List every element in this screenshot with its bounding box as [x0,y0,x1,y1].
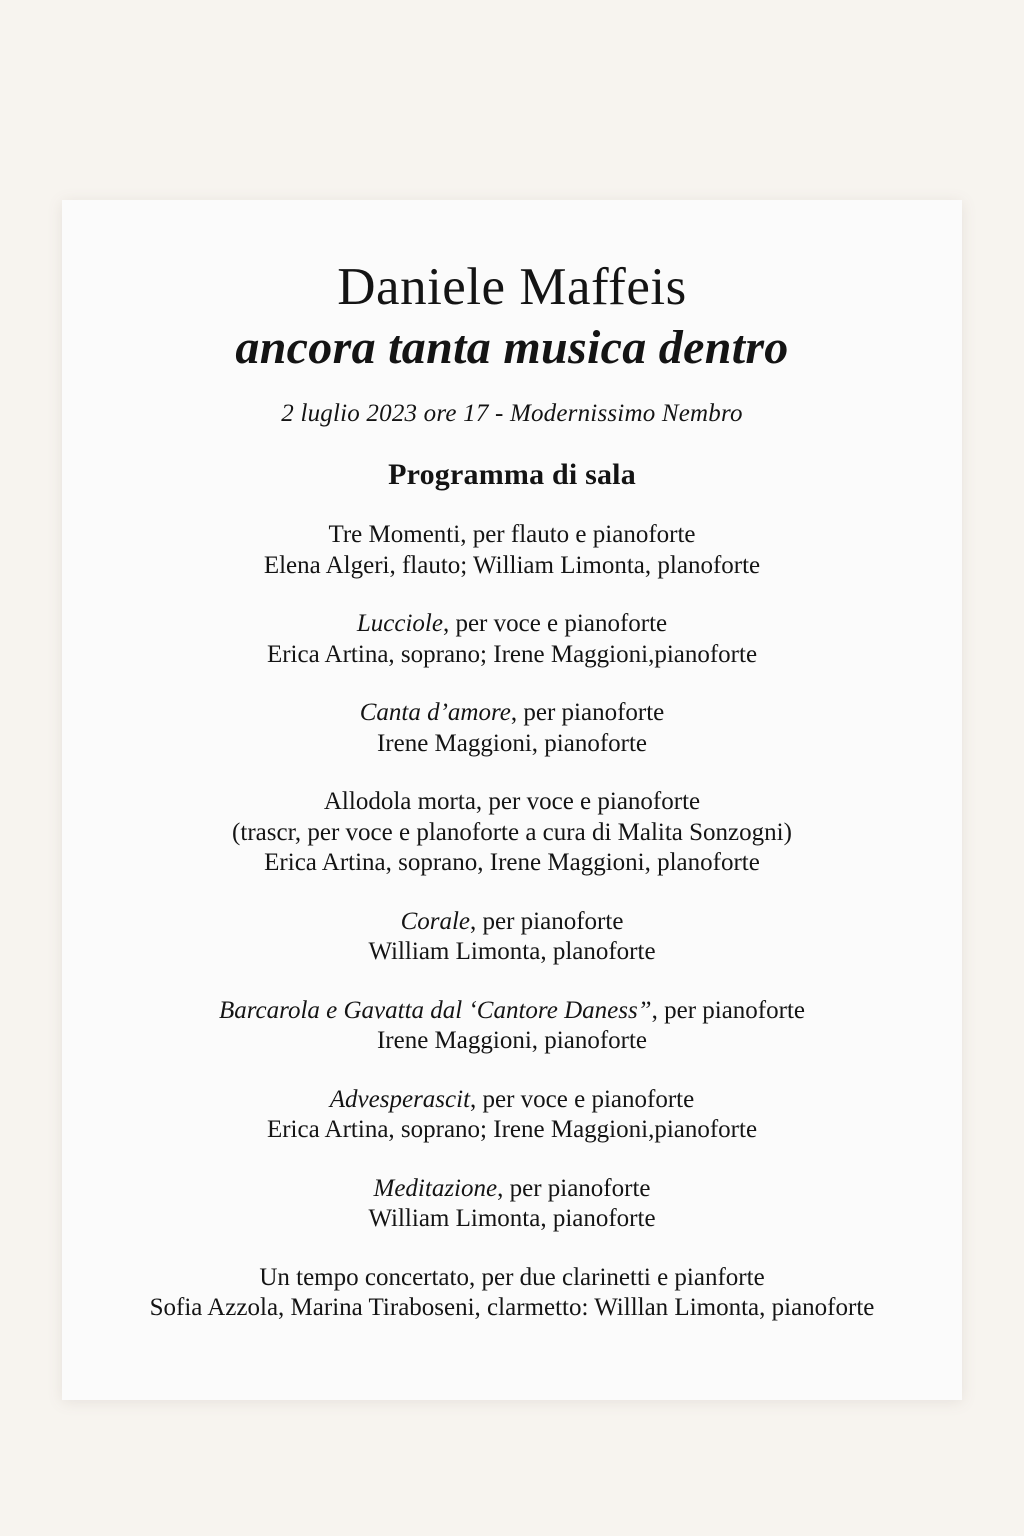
piece-performers: William Limonta, pianoforte [368,1205,656,1233]
piece-title [102,1263,922,1294]
piece-performers: Erica Artina, soprano; Irene Maggioni,pianoforte [266,640,758,668]
piece-performers: William Limonta, planoforte [368,938,656,966]
piece-title [102,907,922,938]
program-heading: Programma di sala [388,458,636,492]
piece-title [102,996,922,1027]
piece-performers: Irene Maggioni, pianoforte [376,1027,648,1055]
event-subtitle: ancora tanta musica dentro [235,320,789,374]
piece-performers: Erica Artina, soprano; Irene Maggioni,pianoforte [266,1116,758,1144]
piece-title-italic: Barcarola e Gavatta dal ‘Cantore Daness” [218,996,652,1024]
program-content [62,200,962,1364]
piece-title [102,1174,922,1205]
program-item [102,1174,922,1235]
piece-title [102,698,922,729]
piece-title [102,1085,922,1116]
piece-performers: Elena Algeri, flauto; William Limonta, planoforte [263,551,761,579]
piece-title [102,609,922,640]
piece-title-rest: , per pianoforte [470,907,624,935]
piece-title-rest: Allodola morta, per voce e pianoforte [323,788,701,816]
event-date-venue: 2 luglio 2023 ore 17 - Modernissimo Nembro [281,400,743,428]
piece-title-rest: Un tempo concertato, per due clarinetti e pianforte [259,1263,765,1291]
program-item [102,1263,922,1324]
program-item [102,609,922,670]
piece-title-italic: Advesperascit [329,1085,471,1113]
program-item [102,996,922,1057]
piece-performers: Irene Maggioni, pianoforte [376,729,648,757]
piece-title-rest: Tre Momenti, per flauto e pianoforte [328,521,696,549]
program-item [102,1085,922,1146]
composer-name: Daniele Maffeis [337,258,687,316]
piece-title-italic: Canta d’amore [359,699,511,727]
program-item [102,698,922,759]
program-item [102,787,922,879]
piece-title-rest: , per pianoforte [497,1174,651,1202]
piece-title-rest: , per pianoforte [651,996,805,1024]
piece-performers: Sofia Azzola, Marina Tiraboseni, clarmetto: Willlan Limonta, pianoforte [149,1294,875,1322]
piece-title [102,787,922,818]
piece-title-italic: Meditazione [373,1174,498,1202]
piece-title-rest: , per pianoforte [510,699,665,727]
program-sheet [62,200,962,1400]
piece-title-rest: , per voce e pianoforte [442,610,668,638]
piece-title-rest: , per voce e pianoforte [470,1085,695,1113]
program-item [102,520,922,581]
piece-performers: Erica Artina, soprano, Irene Maggioni, planoforte [264,849,760,877]
piece-title [102,520,922,551]
piece-title-italic: Corale [400,907,471,935]
piece-note: (trascr, per voce e planoforte a cura di Malita Sonzogni) [232,818,792,846]
program-item [102,907,922,968]
piece-title-italic: Lucciole [356,610,443,638]
